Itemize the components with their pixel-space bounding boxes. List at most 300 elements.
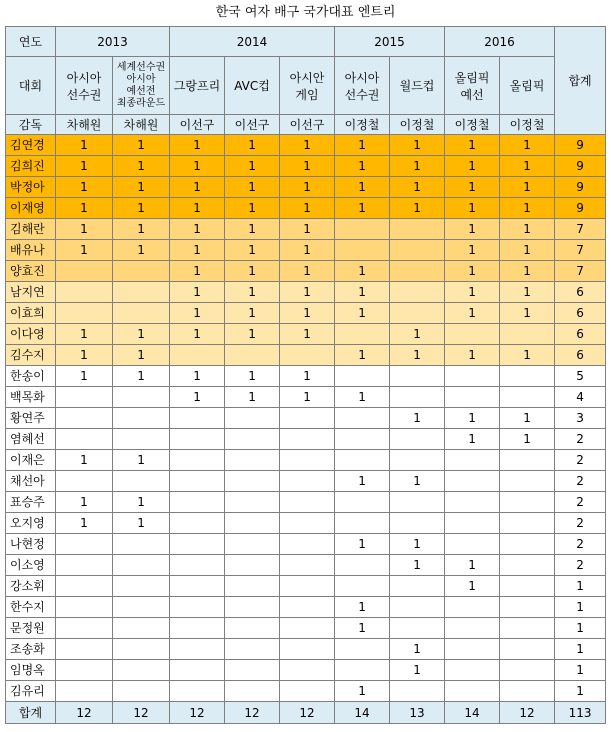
entry-cell: 1 <box>56 513 113 534</box>
entry-cell <box>445 492 500 513</box>
event-total: 12 <box>225 702 280 724</box>
entry-cell: 1 <box>390 324 445 345</box>
entry-cell: 1 <box>113 366 170 387</box>
player-total: 9 <box>555 156 606 177</box>
entry-cell <box>445 450 500 471</box>
table-row <box>6 408 606 429</box>
entry-cell <box>170 513 225 534</box>
entry-cell <box>445 597 500 618</box>
entry-cell <box>280 660 335 681</box>
player-total: 4 <box>555 387 606 408</box>
entry-cell <box>225 471 280 492</box>
event-header-cell: 아시아 선수권 <box>56 57 113 115</box>
entry-cell <box>170 576 225 597</box>
entry-cell <box>225 576 280 597</box>
player-total: 2 <box>555 513 606 534</box>
entry-cell: 1 <box>225 261 280 282</box>
table-row <box>6 534 606 555</box>
entry-cell: 1 <box>56 240 113 261</box>
entry-cell: 1 <box>170 177 225 198</box>
entry-cell: 1 <box>56 219 113 240</box>
entry-cell <box>390 597 445 618</box>
entry-cell: 1 <box>335 156 390 177</box>
entry-cell: 1 <box>170 240 225 261</box>
entry-cell: 1 <box>113 513 170 534</box>
entry-cell <box>170 492 225 513</box>
entry-cell <box>225 639 280 660</box>
player-name: 이효희 <box>6 303 56 324</box>
player-name: 이재영 <box>6 198 56 219</box>
entry-cell <box>170 681 225 702</box>
entry-cell <box>56 681 113 702</box>
entry-cell <box>225 597 280 618</box>
entry-cell: 1 <box>500 198 555 219</box>
coach-header-cell: 이정철 <box>390 115 445 135</box>
player-total: 9 <box>555 177 606 198</box>
event-total: 12 <box>56 702 113 724</box>
player-total: 1 <box>555 618 606 639</box>
event-header-cell: 월드컵 <box>390 57 445 115</box>
entry-cell <box>56 408 113 429</box>
entry-cell <box>170 597 225 618</box>
entry-cell: 1 <box>170 282 225 303</box>
entry-cell <box>280 345 335 366</box>
entry-cell: 1 <box>56 135 113 156</box>
entry-cell: 1 <box>56 492 113 513</box>
player-name: 김희진 <box>6 156 56 177</box>
entry-cell: 1 <box>280 387 335 408</box>
player-name: 김수지 <box>6 345 56 366</box>
event-header-cell: 아시아 선수권 <box>335 57 390 115</box>
entry-cell <box>56 660 113 681</box>
entry-cell: 1 <box>335 681 390 702</box>
entry-cell <box>280 429 335 450</box>
entry-cell <box>500 387 555 408</box>
player-name: 한수지 <box>6 597 56 618</box>
table-row <box>6 261 606 282</box>
entry-cell <box>445 660 500 681</box>
player-total: 9 <box>555 198 606 219</box>
player-total: 2 <box>555 471 606 492</box>
entry-cell <box>500 450 555 471</box>
table-row <box>6 492 606 513</box>
entry-cell: 1 <box>280 261 335 282</box>
entry-cell <box>56 429 113 450</box>
entry-cell: 1 <box>280 135 335 156</box>
coach-header-label: 감독 <box>6 115 56 135</box>
entry-cell: 1 <box>500 240 555 261</box>
entry-cell: 1 <box>445 408 500 429</box>
entry-cell: 1 <box>170 198 225 219</box>
player-total: 6 <box>555 303 606 324</box>
table-row <box>6 345 606 366</box>
entry-cell: 1 <box>390 345 445 366</box>
table-row <box>6 513 606 534</box>
entry-cell <box>113 597 170 618</box>
entry-cell <box>280 639 335 660</box>
grand-total: 113 <box>555 702 606 724</box>
event-header-cell: 올림픽 <box>500 57 555 115</box>
entry-cell <box>445 366 500 387</box>
year-header-label: 연도 <box>6 27 56 57</box>
entry-cell <box>335 660 390 681</box>
entry-cell <box>280 597 335 618</box>
entry-cell <box>225 345 280 366</box>
entry-cell: 1 <box>113 177 170 198</box>
coach-header-cell: 이정철 <box>445 115 500 135</box>
entry-cell <box>280 618 335 639</box>
entry-cell: 1 <box>335 387 390 408</box>
entry-cell <box>225 681 280 702</box>
entry-cell: 1 <box>390 408 445 429</box>
player-total: 2 <box>555 429 606 450</box>
entry-cell: 1 <box>113 345 170 366</box>
entry-cell <box>280 513 335 534</box>
entry-cell: 1 <box>170 261 225 282</box>
entry-cell: 1 <box>335 282 390 303</box>
entry-cell: 1 <box>500 156 555 177</box>
entry-cell: 1 <box>225 156 280 177</box>
entry-cell <box>56 261 113 282</box>
entry-cell <box>280 471 335 492</box>
entry-cell <box>56 387 113 408</box>
entry-cell: 1 <box>113 156 170 177</box>
entry-cell <box>113 618 170 639</box>
player-name: 양효진 <box>6 261 56 282</box>
entry-cell: 1 <box>113 492 170 513</box>
entry-cell: 1 <box>500 219 555 240</box>
entry-cell: 1 <box>335 618 390 639</box>
entry-cell: 1 <box>280 303 335 324</box>
entry-cell: 1 <box>500 303 555 324</box>
entry-cell <box>335 219 390 240</box>
year-2013: 2013 <box>56 27 170 57</box>
player-name: 문정원 <box>6 618 56 639</box>
entry-cell <box>390 618 445 639</box>
entry-cell <box>113 576 170 597</box>
table-row <box>6 135 606 156</box>
entry-cell: 1 <box>225 219 280 240</box>
entry-cell <box>56 576 113 597</box>
entry-cell: 1 <box>225 303 280 324</box>
entry-cell <box>390 576 445 597</box>
entry-cell: 1 <box>56 450 113 471</box>
entry-cell: 1 <box>390 471 445 492</box>
entry-cell <box>335 324 390 345</box>
entry-cell: 1 <box>225 366 280 387</box>
player-name: 김연경 <box>6 135 56 156</box>
entry-cell: 1 <box>500 282 555 303</box>
entry-cell <box>390 261 445 282</box>
table-row <box>6 555 606 576</box>
player-total: 6 <box>555 345 606 366</box>
player-name: 나현정 <box>6 534 56 555</box>
entry-cell: 1 <box>390 555 445 576</box>
table-row <box>6 639 606 660</box>
entry-cell: 1 <box>445 282 500 303</box>
entry-cell: 1 <box>335 135 390 156</box>
event-header-cell: AVC컵 <box>225 57 280 115</box>
entry-cell: 1 <box>280 198 335 219</box>
entry-cell: 1 <box>170 387 225 408</box>
entry-cell <box>390 240 445 261</box>
player-name: 박정아 <box>6 177 56 198</box>
entry-cell <box>280 450 335 471</box>
coach-header-cell: 이선구 <box>170 115 225 135</box>
entry-table <box>5 26 606 724</box>
entry-cell: 1 <box>280 177 335 198</box>
entry-cell: 1 <box>225 324 280 345</box>
player-name: 김유리 <box>6 681 56 702</box>
entry-cell <box>170 534 225 555</box>
entry-cell <box>390 282 445 303</box>
player-total: 1 <box>555 597 606 618</box>
entry-cell <box>445 471 500 492</box>
entry-cell: 1 <box>113 198 170 219</box>
entry-cell: 1 <box>335 303 390 324</box>
event-total: 12 <box>500 702 555 724</box>
entry-cell: 1 <box>170 366 225 387</box>
entry-cell <box>500 660 555 681</box>
entry-cell: 1 <box>280 324 335 345</box>
entry-cell <box>56 555 113 576</box>
event-total: 12 <box>113 702 170 724</box>
entry-cell: 1 <box>500 177 555 198</box>
entry-cell <box>225 429 280 450</box>
entry-cell: 1 <box>225 282 280 303</box>
entry-cell: 1 <box>113 135 170 156</box>
entry-cell: 1 <box>335 597 390 618</box>
event-total: 13 <box>390 702 445 724</box>
entry-cell: 1 <box>500 408 555 429</box>
year-2016: 2016 <box>445 27 555 57</box>
entry-cell <box>500 576 555 597</box>
entry-cell: 1 <box>500 345 555 366</box>
entry-cell: 1 <box>225 135 280 156</box>
entry-cell <box>500 597 555 618</box>
coach-header-cell: 차해원 <box>56 115 113 135</box>
table-row <box>6 429 606 450</box>
entry-cell <box>500 324 555 345</box>
table-row <box>6 156 606 177</box>
player-name: 배유나 <box>6 240 56 261</box>
event-header-label: 대회 <box>6 57 56 115</box>
player-total: 3 <box>555 408 606 429</box>
entry-cell <box>170 345 225 366</box>
entry-cell <box>56 597 113 618</box>
player-total: 2 <box>555 450 606 471</box>
entry-cell: 1 <box>170 324 225 345</box>
entry-cell <box>170 639 225 660</box>
entry-cell: 1 <box>56 366 113 387</box>
player-total: 1 <box>555 660 606 681</box>
entry-cell: 1 <box>445 261 500 282</box>
entry-cell: 1 <box>445 198 500 219</box>
entry-cell: 1 <box>113 450 170 471</box>
entry-cell: 1 <box>56 198 113 219</box>
entry-cell: 1 <box>445 240 500 261</box>
player-total: 7 <box>555 240 606 261</box>
entry-cell <box>113 387 170 408</box>
entry-cell <box>500 681 555 702</box>
player-total: 6 <box>555 282 606 303</box>
entry-cell <box>113 282 170 303</box>
entry-cell <box>390 219 445 240</box>
entry-cell <box>280 576 335 597</box>
entry-cell: 1 <box>113 324 170 345</box>
entry-cell <box>500 555 555 576</box>
player-name: 임명옥 <box>6 660 56 681</box>
entry-cell <box>113 681 170 702</box>
entry-cell <box>225 660 280 681</box>
player-name: 한송이 <box>6 366 56 387</box>
entry-cell: 1 <box>390 177 445 198</box>
entry-cell <box>500 492 555 513</box>
player-total: 7 <box>555 261 606 282</box>
entry-cell <box>390 450 445 471</box>
entry-cell: 1 <box>56 345 113 366</box>
event-header-cell: 그랑프리 <box>170 57 225 115</box>
entry-cell: 1 <box>170 219 225 240</box>
entry-cell <box>445 324 500 345</box>
entry-cell <box>170 555 225 576</box>
entry-cell <box>500 513 555 534</box>
entry-cell <box>500 618 555 639</box>
entry-cell: 1 <box>170 135 225 156</box>
table-row <box>6 366 606 387</box>
coach-header-cell: 이선구 <box>280 115 335 135</box>
coach-header-cell: 이정철 <box>500 115 555 135</box>
entry-cell <box>56 282 113 303</box>
event-total: 14 <box>335 702 390 724</box>
entry-cell <box>335 555 390 576</box>
player-name: 염혜선 <box>6 429 56 450</box>
player-name: 이재은 <box>6 450 56 471</box>
entry-cell: 1 <box>500 261 555 282</box>
entry-cell <box>170 450 225 471</box>
entry-cell <box>335 576 390 597</box>
entry-cell: 1 <box>56 324 113 345</box>
entry-cell: 1 <box>280 219 335 240</box>
entry-cell <box>113 639 170 660</box>
coach-header-cell: 차해원 <box>113 115 170 135</box>
entry-cell: 1 <box>335 345 390 366</box>
event-header-cell: 세계선수권 아시아 예선전 최종라운드 <box>113 57 170 115</box>
entry-cell <box>390 366 445 387</box>
entry-cell: 1 <box>390 660 445 681</box>
entry-cell <box>56 471 113 492</box>
entry-cell <box>170 408 225 429</box>
entry-cell: 1 <box>500 135 555 156</box>
entry-cell <box>225 534 280 555</box>
entry-cell: 1 <box>113 240 170 261</box>
entry-cell: 1 <box>445 219 500 240</box>
entry-cell: 1 <box>390 135 445 156</box>
entry-cell <box>445 513 500 534</box>
entry-cell <box>280 555 335 576</box>
table-row <box>6 471 606 492</box>
entry-cell <box>390 429 445 450</box>
entry-cell: 1 <box>225 387 280 408</box>
player-name: 채선아 <box>6 471 56 492</box>
player-total: 9 <box>555 135 606 156</box>
entry-cell <box>113 660 170 681</box>
player-total: 7 <box>555 219 606 240</box>
entry-cell <box>56 303 113 324</box>
entry-cell <box>113 303 170 324</box>
entry-cell <box>113 408 170 429</box>
table-row <box>6 660 606 681</box>
entry-cell <box>170 471 225 492</box>
entry-cell: 1 <box>445 135 500 156</box>
entry-cell <box>390 681 445 702</box>
entry-cell <box>113 261 170 282</box>
entry-cell: 1 <box>390 156 445 177</box>
entry-cell: 1 <box>56 156 113 177</box>
table-row <box>6 597 606 618</box>
player-total: 1 <box>555 681 606 702</box>
entry-cell <box>335 429 390 450</box>
entry-cell: 1 <box>335 261 390 282</box>
entry-cell: 1 <box>335 534 390 555</box>
entry-cell: 1 <box>280 156 335 177</box>
table-row <box>6 177 606 198</box>
entry-cell <box>335 492 390 513</box>
entry-cell <box>225 408 280 429</box>
entry-cell: 1 <box>390 534 445 555</box>
entry-cell: 1 <box>445 177 500 198</box>
entry-cell: 1 <box>335 177 390 198</box>
entry-cell <box>225 492 280 513</box>
entry-cell <box>390 513 445 534</box>
entry-cell: 1 <box>390 198 445 219</box>
entry-cell <box>445 639 500 660</box>
table-row <box>6 240 606 261</box>
player-name: 조송화 <box>6 639 56 660</box>
entry-cell: 1 <box>280 240 335 261</box>
entry-cell: 1 <box>445 345 500 366</box>
table-row <box>6 387 606 408</box>
entry-cell <box>56 618 113 639</box>
year-2014: 2014 <box>170 27 335 57</box>
entry-cell: 1 <box>445 429 500 450</box>
entry-cell: 1 <box>170 156 225 177</box>
entry-cell <box>113 429 170 450</box>
entry-cell: 1 <box>225 240 280 261</box>
entry-cell <box>280 408 335 429</box>
player-total: 2 <box>555 555 606 576</box>
entry-cell <box>280 534 335 555</box>
entry-cell <box>500 471 555 492</box>
table-row <box>6 576 606 597</box>
player-name: 이다영 <box>6 324 56 345</box>
player-total: 6 <box>555 324 606 345</box>
entry-cell: 1 <box>225 198 280 219</box>
entry-cell <box>56 534 113 555</box>
entry-cell <box>113 534 170 555</box>
entry-cell <box>390 303 445 324</box>
player-name: 백목화 <box>6 387 56 408</box>
entry-cell <box>390 492 445 513</box>
entry-cell <box>225 555 280 576</box>
player-name: 오지영 <box>6 513 56 534</box>
coach-header-cell: 이정철 <box>335 115 390 135</box>
player-name: 김해란 <box>6 219 56 240</box>
total-header: 합계 <box>555 27 606 135</box>
player-total: 1 <box>555 639 606 660</box>
entry-cell <box>445 387 500 408</box>
player-name: 남지연 <box>6 282 56 303</box>
